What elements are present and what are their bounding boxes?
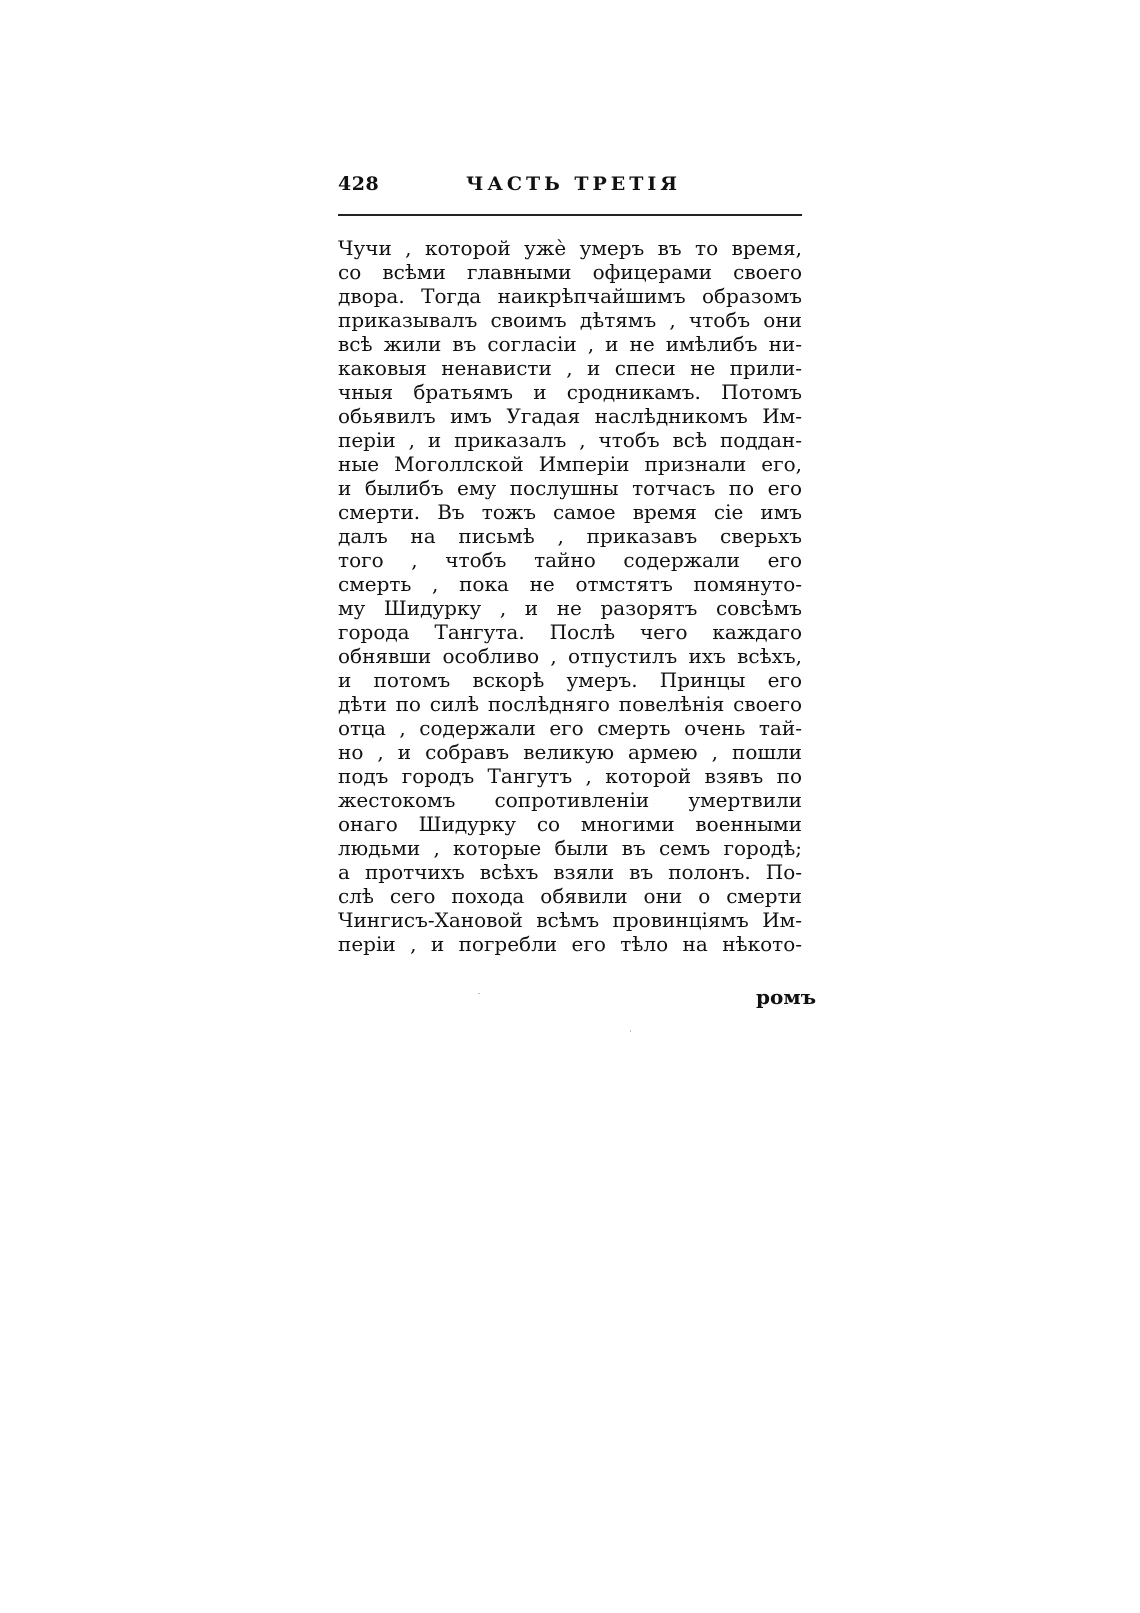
text-line: дѣти по силѣ послѣдняго повелѣнія своего bbox=[338, 692, 802, 716]
scan-speck bbox=[630, 1030, 631, 1032]
header-rule bbox=[338, 214, 802, 216]
text-line: жестокомъ сопротивленіи умертвили bbox=[338, 788, 802, 812]
text-line: слѣ сего похода обявили они о смерти bbox=[338, 884, 802, 908]
body-text bbox=[338, 236, 802, 956]
text-line: а протчихъ всѣхъ взяли въ полонъ. По- bbox=[338, 860, 802, 884]
text-line: смерть , пока не отмстятъ помянуто- bbox=[338, 572, 802, 596]
text-line: всѣ жили въ согласіи , и не имѣлибъ ни- bbox=[338, 332, 802, 356]
text-line: періи , и погребли его тѣло на нѣкото- bbox=[338, 932, 802, 956]
text-line: и потомъ вскорѣ умеръ. Принцы его bbox=[338, 668, 802, 692]
text-line: Чингисъ-Хановой всѣмъ провинціямъ Им- bbox=[338, 908, 802, 932]
text-line: со всѣми главными офицерами своего bbox=[338, 260, 802, 284]
scan-speck bbox=[478, 993, 480, 994]
catchword: ромъ bbox=[756, 985, 817, 1009]
text-line: чныя братьямъ и сродникамъ. Потомъ bbox=[338, 380, 802, 404]
text-line: подъ городъ Тангутъ , которой взявъ по bbox=[338, 764, 802, 788]
text-line: періи , и приказалъ , чтобъ всѣ поддан- bbox=[338, 428, 802, 452]
text-line: отца , содержали его смерть очень тай- bbox=[338, 716, 802, 740]
text-line: людьми , которые были въ семъ городѣ; bbox=[338, 836, 802, 860]
text-line: му Шидурку , и не разорятъ совсѣмъ bbox=[338, 596, 802, 620]
text-line: смерти. Въ тожъ самое время сіе имъ bbox=[338, 500, 802, 524]
text-line: приказывалъ своимъ дѣтямъ , чтобъ они bbox=[338, 308, 802, 332]
text-line: онаго Шидурку со многими военными bbox=[338, 812, 802, 836]
text-line: ные Моголлской Имперіи признали его, bbox=[338, 452, 802, 476]
page-number: 428 bbox=[338, 173, 380, 195]
text-line: каковыя ненависти , и спеси не прили- bbox=[338, 356, 802, 380]
page-header bbox=[338, 173, 802, 201]
text-line: но , и собравъ великую армею , пошли bbox=[338, 740, 802, 764]
text-line: того , чтобъ тайно содержали его bbox=[338, 548, 802, 572]
text-line: и былибъ ему послушны тотчасъ по его bbox=[338, 476, 802, 500]
text-line: далъ на письмѣ , приказавъ сверьхъ bbox=[338, 524, 802, 548]
text-line: города Тангута. Послѣ чего каждаго bbox=[338, 620, 802, 644]
text-line: обнявши особливо , отпустилъ ихъ всѣхъ, bbox=[338, 644, 802, 668]
text-line: обьявилъ имъ Угадая наслѣдникомъ Им- bbox=[338, 404, 802, 428]
running-head: ЧАСТЬ ТРЕТІЯ bbox=[466, 173, 682, 195]
text-line: двора. Тогда наикрѣпчайшимъ образомъ bbox=[338, 284, 802, 308]
text-line: Чучи , которой ужѐ умеръ въ то время, bbox=[338, 236, 802, 260]
